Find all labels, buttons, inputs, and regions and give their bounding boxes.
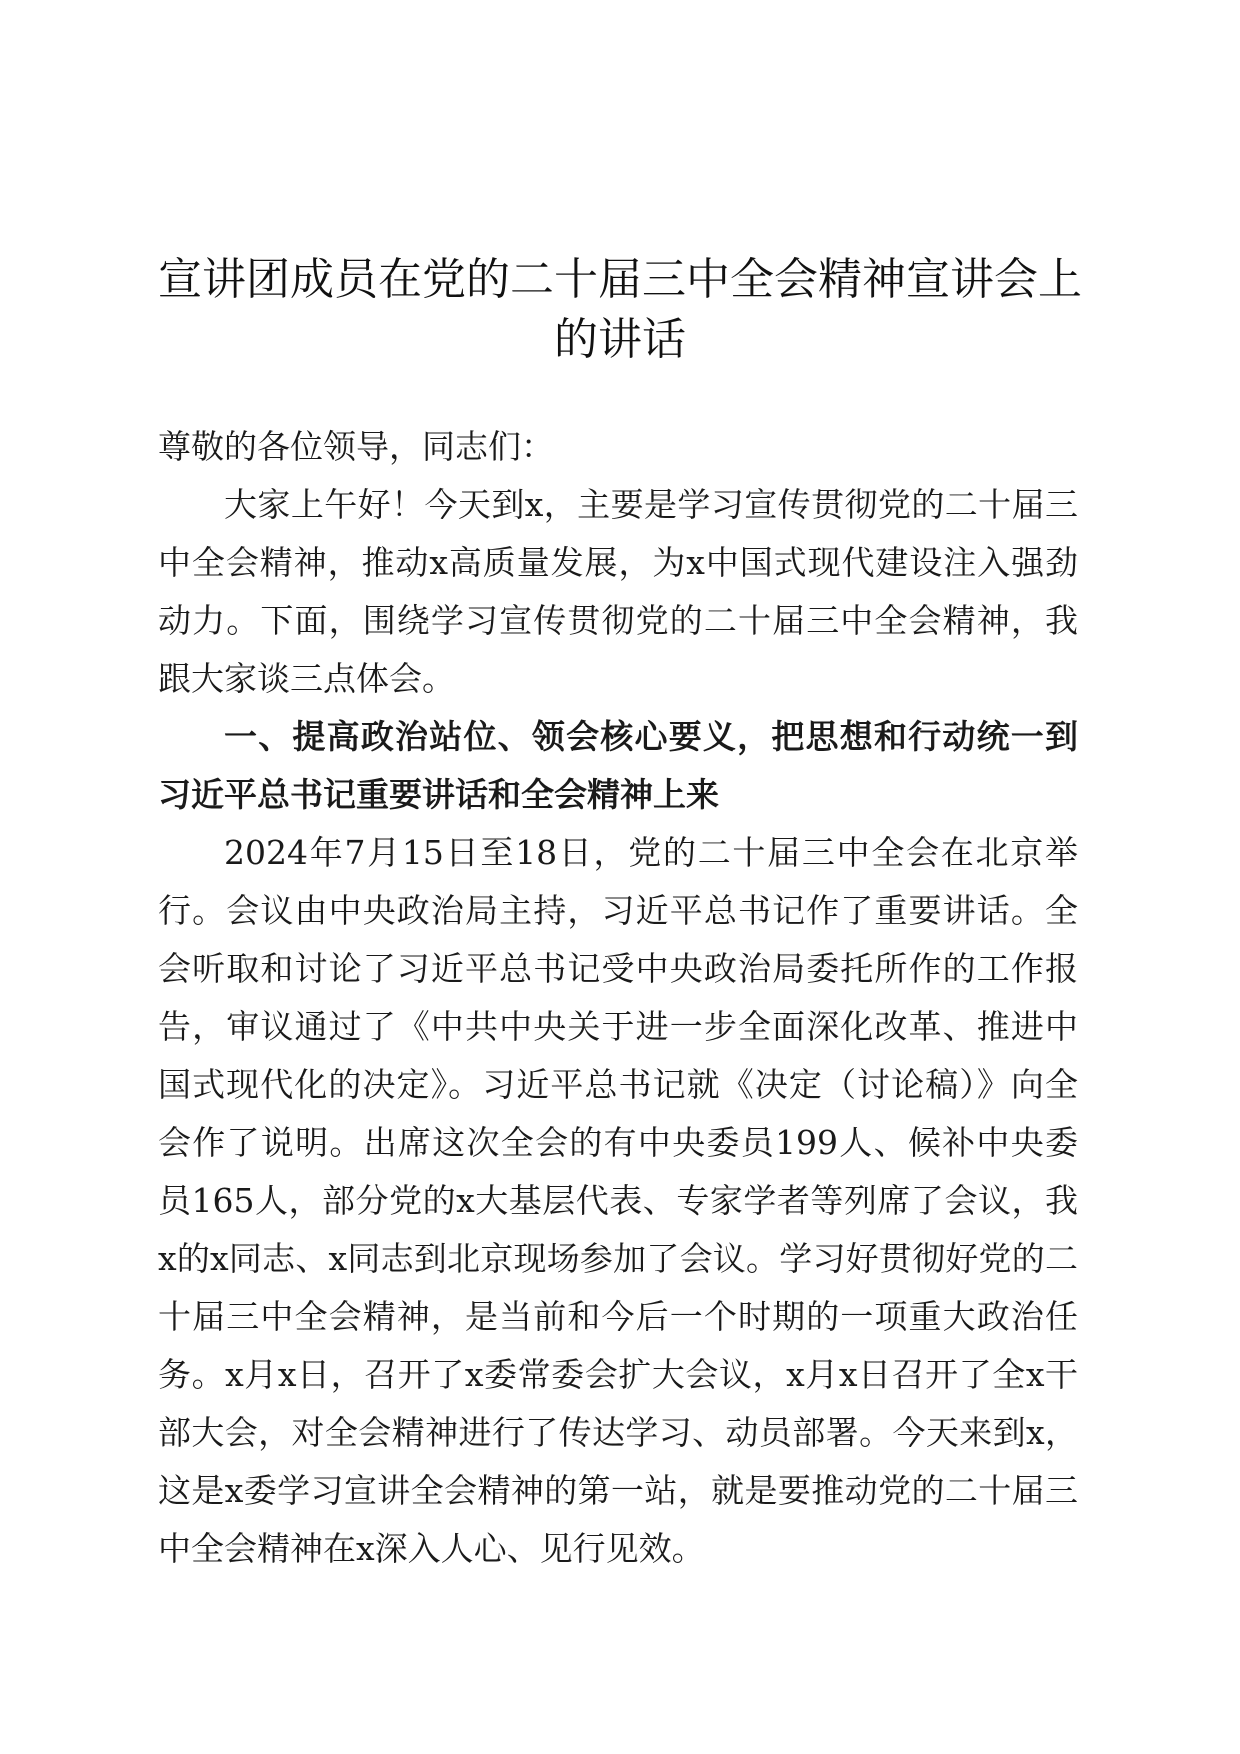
section-heading-1: 一、提高政治站位、领会核心要义，把思想和行动统一到习近平总书记重要讲话和全会精神上来 — [158, 717, 1078, 814]
document-body — [158, 418, 1078, 1578]
salutation: 尊敬的各位领导，同志们： — [158, 427, 554, 466]
paragraph-intro: 大家上午好！今天到x，主要是学习宣传贯彻党的二十届三中全会精神，推动x高质量发展，为x中国式现代建设注入强劲动力。下面，围绕学习宣传贯彻党的二十届三中全会精神，我跟大家谈三点体会。 — [158, 485, 1078, 698]
document-title: 宣讲团成员在党的二十届三中全会精神宣讲会上的讲话 — [158, 254, 1082, 365]
paragraph-section-1: 2024年7月15日至18日，党的二十届三中全会在北京举行。会议由中央政治局主持，习近平总书记作了重要讲话。全会听取和讨论了习近平总书记受中央政治局委托所作的工作报告，审议通过了《中共中央关于进一步全面深化改革、推进中国式现代化的决定》。习近平总书记就《决定（讨论稿）》向全会作了说明。出席这次全会的有中央委员199人、候补中央委员165人，部分党的x大基层代表、专家学者等列席了会议，我x的x同志、x同志到北京现场参加了会议。学习好贯彻好党的二十届三中全会精神，是当前和今后一个时期的一项重大政治任务。x月x日，召开了x委常委会扩大会议，x月x日召开了全x干部大会，对全会精神进行了传达学习、动员部署。今天来到x，这是x委学习宣讲全会精神的第一站，就是要推动党的二十届三中全会精神在x深入人心、见行见效。 — [158, 833, 1078, 1568]
